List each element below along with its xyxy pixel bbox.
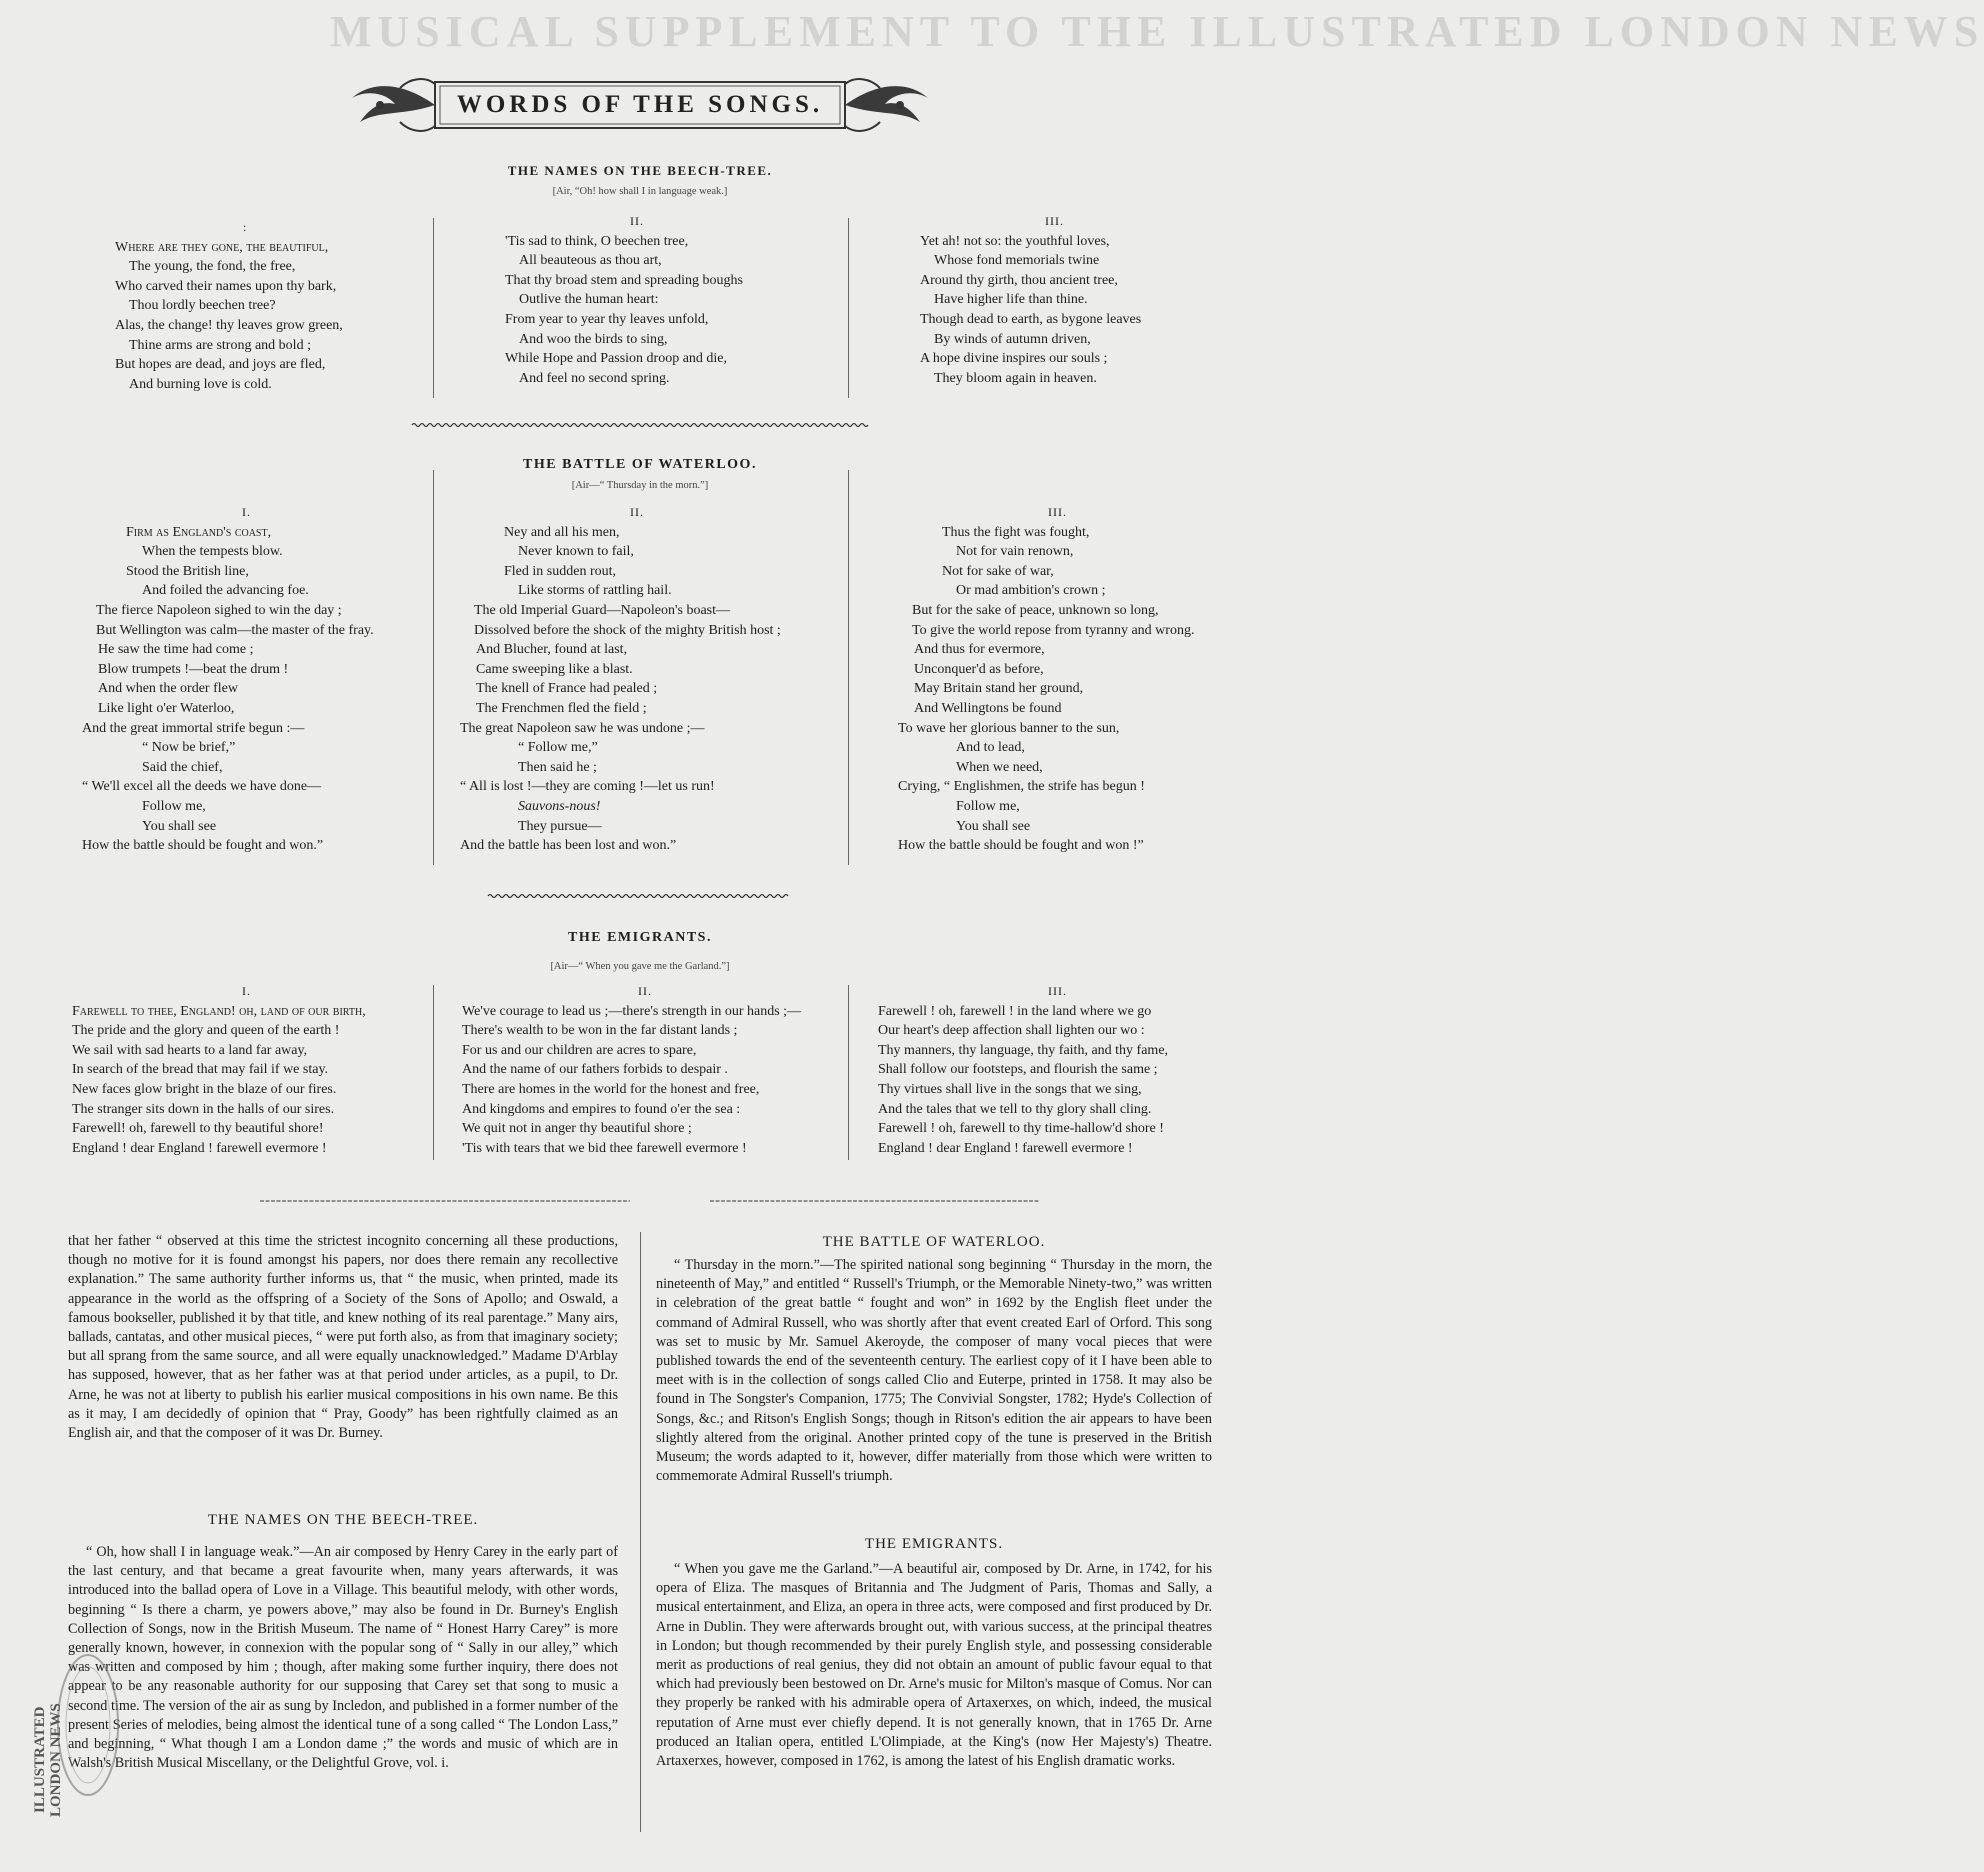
verse-line: To wave her glorious banner to the sun, bbox=[898, 720, 1120, 736]
column-divider bbox=[848, 985, 849, 1160]
verse-line: But hopes are dead, and joys are fled, bbox=[115, 357, 326, 373]
verse-line: Farewell ! oh, farewell to thy time-hallow'd shore ! bbox=[878, 1121, 1164, 1137]
verse-waterloo-3 bbox=[898, 503, 1248, 856]
verse-line: The great Napoleon saw he was undone ;— bbox=[460, 720, 705, 736]
verse-line: “ Now be brief,” bbox=[142, 740, 236, 756]
verse-line: They bloom again in heaven. bbox=[934, 370, 1097, 386]
paragraph: “ When you gave me the Garland.”—A beautiful air, composed by Dr. Arne, in 1742, for his opera of Eliza. The masques of Britannia and The Judgment of Paris, Thomas and Sally, a musical entertainment, and Eliza, an opera in three acts, were composed and first produced by Dr. Arne in Dublin. They were afterwards brought out, with various success, at the principal theatres in London; but though recommended by their purely English style, and possessing considerable merit as productions of real genius, they did not obtain an amount of public favour equal to that which had previously been bestowed on Dr. Arne's music for Milton's masque of Comus. Nor can they properly be ranked with his admirable opera of Artaxerxes, on which, indeed, the musical reputation of Arne must ever chiefly depend. It is not generally known, that in 1765 Dr. Arne produced an Italian opera, entitled L'Olimpiade, at the King's (now Her Majesty's) Theatre. Artaxerxes, however, composed in 1762, is among the latest of his English dramatic works. bbox=[656, 1561, 1212, 1770]
verse-line: There are homes in the world for the honest and free, bbox=[462, 1081, 760, 1097]
verse-numeral: III. bbox=[1045, 214, 1064, 228]
verse-line: “ All is lost !—they are coming !—let us run! bbox=[460, 779, 715, 795]
verse-line: Farewell! oh, farewell to thy beautiful shore! bbox=[72, 1121, 324, 1137]
verse-line: And woo the birds to sing, bbox=[519, 331, 668, 347]
verse-line: By winds of autumn driven, bbox=[934, 331, 1091, 347]
verse-line: The knell of France had pealed ; bbox=[476, 681, 658, 697]
verse-waterloo-2 bbox=[460, 503, 840, 856]
verse-line: And the tales that we tell to thy glory shall cling. bbox=[878, 1101, 1152, 1117]
stamp-seal-icon bbox=[30, 1625, 120, 1825]
verse-numeral: I. bbox=[242, 505, 251, 519]
verse-numeral: III. bbox=[1048, 984, 1067, 998]
verse-line: That thy broad stem and spreading boughs bbox=[505, 272, 743, 288]
verse-line: “ Follow me,” bbox=[518, 740, 598, 756]
verse-line: And when the order flew bbox=[98, 681, 238, 697]
verse-line: Our heart's deep affection shall lighten our wo : bbox=[878, 1023, 1145, 1039]
verse-beech-2 bbox=[505, 212, 845, 388]
song-air-beech-tree: [Air, “Oh! how shall I in language weak.] bbox=[552, 186, 728, 197]
verse-line: We sail with sad hearts to a land far away, bbox=[72, 1042, 308, 1058]
verse-line: The young, the fond, the free, bbox=[129, 259, 296, 275]
song-title-beech-tree: THE NAMES ON THE BEECH-TREE. bbox=[507, 163, 773, 178]
verse-emigrants-2 bbox=[462, 982, 842, 1158]
verse-line: 'Tis sad to think, O beechen tree, bbox=[505, 233, 689, 249]
verse-line: New faces glow bright in the blaze of our fires. bbox=[72, 1081, 337, 1097]
verse-line: In search of the bread that may fail if we stay. bbox=[72, 1062, 329, 1078]
verse-line: But Wellington was calm—the master of the fray. bbox=[96, 622, 374, 638]
heading-emigrants-notes: THE EMIGRANTS. bbox=[864, 1536, 1004, 1552]
wavy-rule bbox=[488, 893, 788, 899]
verse-line: The fierce Napoleon sighed to win the day ; bbox=[96, 602, 342, 618]
heading-waterloo-notes: THE BATTLE OF WATERLOO. bbox=[822, 1234, 1046, 1250]
verse-line: Who carved their names upon thy bark, bbox=[115, 278, 337, 294]
verse-line: You shall see bbox=[956, 818, 1031, 834]
verse-line: And foiled the advancing foe. bbox=[142, 583, 309, 599]
verse-line: Yet ah! not so: the youthful loves, bbox=[920, 233, 1110, 249]
column-divider bbox=[848, 218, 849, 398]
verse-line: Follow me, bbox=[956, 798, 1020, 814]
song-air-waterloo: [Air—“ Thursday in the morn.”] bbox=[571, 480, 709, 491]
verse-line: The Frenchmen fled the field ; bbox=[476, 700, 647, 716]
prose-right-waterloo bbox=[656, 1256, 1212, 1486]
verse-line: Stood the British line, bbox=[126, 563, 249, 579]
masthead-banner bbox=[340, 70, 940, 140]
song-air-emigrants: [Air—“ When you gave me the Garland.”] bbox=[550, 961, 730, 972]
verse-line: “ We'll excel all the deeds we have done— bbox=[82, 779, 322, 795]
verse-numeral: I. bbox=[242, 984, 251, 998]
library-stamp bbox=[30, 1625, 120, 1825]
verse-line: All beauteous as thou art, bbox=[519, 253, 662, 269]
column-divider bbox=[848, 470, 849, 865]
verse-line: 'Tis with tears that we bid thee farewell evermore ! bbox=[462, 1140, 747, 1156]
column-divider bbox=[433, 218, 434, 398]
verse-line: Around thy girth, thou ancient tree, bbox=[920, 272, 1118, 288]
verse-line: Like light o'er Waterloo, bbox=[98, 700, 235, 716]
verse-line: Ney and all his men, bbox=[504, 524, 620, 540]
verse-emigrants-1 bbox=[72, 982, 432, 1158]
verse-line: Blow trumpets !—beat the drum ! bbox=[98, 661, 289, 677]
verse-line: Firm as England's coast, bbox=[126, 524, 272, 540]
verse-line: Thou lordly beechen tree? bbox=[129, 298, 276, 314]
verse-line: While Hope and Passion droop and die, bbox=[505, 351, 728, 367]
verse-line: And to lead, bbox=[956, 740, 1025, 756]
verse-line: May Britain stand her ground, bbox=[914, 681, 1084, 697]
verse-numeral: : bbox=[243, 220, 248, 234]
verse-line: Like storms of rattling hail. bbox=[518, 583, 672, 599]
verse-line: Thy manners, thy language, thy faith, and thy fame, bbox=[878, 1042, 1169, 1058]
page-title: WORDS OF THE SONGS. bbox=[456, 91, 824, 118]
verse-line: Never known to fail, bbox=[518, 544, 634, 560]
verse-line: Not for sake of war, bbox=[942, 563, 1054, 579]
column-divider bbox=[433, 985, 434, 1160]
verse-emigrants-3 bbox=[878, 982, 1248, 1158]
verse-line: Then said he ; bbox=[518, 759, 597, 775]
verse-waterloo-1 bbox=[82, 503, 432, 856]
prose-left-body bbox=[68, 1543, 618, 1773]
verse-line: Farewell ! oh, farewell ! in the land where we go bbox=[878, 1003, 1152, 1019]
verse-line: We quit not in anger thy beautiful shore ; bbox=[462, 1121, 692, 1137]
verse-numeral: II. bbox=[630, 214, 644, 228]
verse-line: How the battle should be fought and won !” bbox=[898, 838, 1144, 854]
verse-line: England ! dear England ! farewell evermore ! bbox=[72, 1140, 327, 1156]
stamp-text-line2: LONDON NEWS bbox=[48, 1703, 64, 1817]
verse-numeral: II. bbox=[638, 984, 652, 998]
verse-line: A hope divine inspires our souls ; bbox=[920, 351, 1108, 367]
verse-line: There's wealth to be won in the far distant lands ; bbox=[462, 1023, 738, 1039]
verse-line: How the battle should be fought and won.” bbox=[82, 838, 324, 854]
song-title-emigrants: THE EMIGRANTS. bbox=[568, 930, 712, 945]
verse-line: Unconquer'd as before, bbox=[914, 661, 1044, 677]
verse-line: Follow me, bbox=[142, 798, 206, 814]
column-divider bbox=[640, 1232, 641, 1832]
verse-beech-1 bbox=[115, 218, 415, 394]
verse-line: Though dead to earth, as bygone leaves bbox=[920, 311, 1142, 327]
verse-line: Alas, the change! thy leaves grow green, bbox=[115, 317, 343, 333]
prose-left-intro bbox=[68, 1232, 618, 1443]
verse-line: Sauvons-nous! bbox=[518, 798, 601, 814]
wavy-rule bbox=[260, 1198, 630, 1204]
verse-line: Shall follow our footsteps, and flourish the same ; bbox=[878, 1062, 1158, 1078]
verse-line: He saw the time had come ; bbox=[98, 642, 254, 658]
verse-line: Said the chief, bbox=[142, 759, 223, 775]
verse-line: Came sweeping like a blast. bbox=[476, 661, 633, 677]
verse-line: Whose fond memorials twine bbox=[934, 253, 1100, 269]
verse-line: Farewell to thee, England! oh, land of our birth, bbox=[72, 1003, 366, 1019]
verse-line: And the battle has been lost and won.” bbox=[460, 838, 677, 854]
bleed-through-header: MUSICAL SUPPLEMENT TO THE ILLUSTRATED LONDON NEWS bbox=[330, 7, 1984, 56]
verse-line: And the name of our fathers forbids to despair . bbox=[462, 1062, 728, 1078]
verse-numeral: III. bbox=[1048, 505, 1067, 519]
verse-line: We've courage to lead us ;—there's strength in our hands ;— bbox=[462, 1003, 802, 1019]
verse-line: Have higher life than thine. bbox=[934, 292, 1088, 308]
paragraph: “ Oh, how shall I in language weak.”—An air composed by Henry Carey in the early part of the last century, and that became a great favourite when, many years afterwards, it was introduced into the ballad opera of Love in a Village. This beautiful melody, with other words, beginning “ Is there a charm, ye powers above,” may also be found in Dr. Burney's English Collection of Songs, now in the British Museum. The name of “ Honest Harry Carey” is more generally known, however, in connexion with the popular song of “ Sally in our alley,” which was written and composed by him ; though, after making some further inquiry, there does not appear to be any reasonable authority for our supposing that Carey set that song to music a second time. The version of the air as sung by Incledon, and published in a former number of the present Series of melodies, being almost the identical tune of a song called “ The London Lass,” and beginning, “ What though I am a London dame ;” the words and music of which are in Walsh's British Musical Miscellany, or the Delightful Grove, vol. i. bbox=[68, 1544, 618, 1772]
verse-line: And Wellingtons be found bbox=[914, 700, 1062, 716]
verse-line: The stranger sits down in the halls of our sires. bbox=[72, 1101, 335, 1117]
paragraph: that her father “ observed at this time the strictest incognito concerning all these productions, though no motive for it is found amongst his papers, nor does there remain any recollective explanation.” The same authority further informs us, that “ the music, when printed, made its appearance in the world as the offspring of a Society of the Sons of Apollo; and Oswald, a famous bookseller, published it by that title, and knew nothing of its real parentage.” Many airs, ballads, cantatas, and other musical pieces, “ were put forth also, as from that imaginary society; but all sprang from the same source, and all were equally unacknowledged.” Madame D'Arblay has supposed, however, that as her father was at that period under articles, as a pupil, to Dr. Arne, he was not at liberty to publish his earlier musical compositions in his own name. Be this as it may, I am decidedly of opinion that “ Pray, Goody” has been rightfully claimed as an English air, and that the composer of it was Dr. Burney. bbox=[68, 1233, 618, 1442]
verse-line: Fled in sudden rout, bbox=[504, 563, 616, 579]
verse-beech-3 bbox=[920, 212, 1250, 388]
verse-line: They pursue— bbox=[518, 818, 602, 834]
prose-right-emigrants bbox=[656, 1560, 1212, 1771]
song-title-waterloo: THE BATTLE OF WATERLOO. bbox=[523, 457, 757, 472]
stamp-text-line1: ILLUSTRATED bbox=[32, 1706, 48, 1813]
verse-line: Outlive the human heart: bbox=[519, 292, 659, 308]
verse-line: Where are they gone, the beautiful, bbox=[115, 239, 329, 255]
verse-line: From year to year thy leaves unfold, bbox=[505, 311, 709, 327]
verse-line: Dissolved before the shock of the mighty British host ; bbox=[474, 622, 781, 638]
verse-numeral: II. bbox=[630, 505, 644, 519]
verse-line: Not for vain renown, bbox=[956, 544, 1074, 560]
verse-line: When the tempests blow. bbox=[142, 544, 283, 560]
verse-line: Thine arms are strong and bold ; bbox=[129, 337, 311, 353]
wavy-rule bbox=[412, 422, 868, 428]
verse-line: When we need, bbox=[956, 759, 1043, 775]
verse-line: And burning love is cold. bbox=[129, 376, 272, 392]
heading-beech-tree-notes: THE NAMES ON THE BEECH-TREE. bbox=[207, 1512, 479, 1528]
verse-line: Thus the fight was fought, bbox=[942, 524, 1090, 540]
verse-line: You shall see bbox=[142, 818, 217, 834]
verse-line: But for the sake of peace, unknown so long, bbox=[912, 602, 1159, 618]
verse-line: And the great immortal strife begun :— bbox=[82, 720, 305, 736]
verse-line: The old Imperial Guard—Napoleon's boast— bbox=[474, 602, 731, 618]
verse-line: Crying, “ Englishmen, the strife has begun ! bbox=[898, 779, 1145, 795]
verse-line: England ! dear England ! farewell evermore ! bbox=[878, 1140, 1133, 1156]
verse-line: And Blucher, found at last, bbox=[476, 642, 628, 658]
verse-line: Thy virtues shall live in the songs that we sing, bbox=[878, 1081, 1142, 1097]
verse-line: And kingdoms and empires to found o'er the sea : bbox=[462, 1101, 741, 1117]
verse-line: And feel no second spring. bbox=[519, 370, 670, 386]
paragraph: “ Thursday in the morn.”—The spirited national song beginning “ Thursday in the morn, the nineteenth of May,” and entitled “ Russell's Triumph, or the Memorable Ninety-two,” was written in celebration of the great battle “ fought and won” in 1692 by the English fleet under the command of Admiral Russell, who was shortly after that event created Earl of Orford. This song was set to music by Mr. Samuel Akeroyde, the composer of many vocal pieces that were published towards the end of the seventeenth century. The earliest copy of it I have been able to meet with is in the collection of songs called Clio and Euterpe, printed in 1758. It may also be found in The Songster's Companion, 1775; The Convivial Songster, 1782; Hyde's Collection of Songs, &c.; and Ritson's English Songs; though in Ritson's edition the air appears to have been slightly altered from the original. Another printed copy of the tune is preserved in the British Museum; the words adapted to it, however, differ materially from those which were written to commemorate Admiral Russell's triumph. bbox=[656, 1257, 1212, 1485]
verse-line: For us and our children are acres to spare, bbox=[462, 1042, 697, 1058]
column-divider bbox=[433, 470, 434, 865]
verse-line: And thus for evermore, bbox=[914, 642, 1045, 658]
wavy-rule bbox=[710, 1198, 1040, 1204]
verse-line: The pride and the glory and queen of the earth ! bbox=[72, 1023, 340, 1039]
verse-line: Or mad ambition's crown ; bbox=[956, 583, 1106, 599]
verse-line: To give the world repose from tyranny and wrong. bbox=[912, 622, 1195, 638]
